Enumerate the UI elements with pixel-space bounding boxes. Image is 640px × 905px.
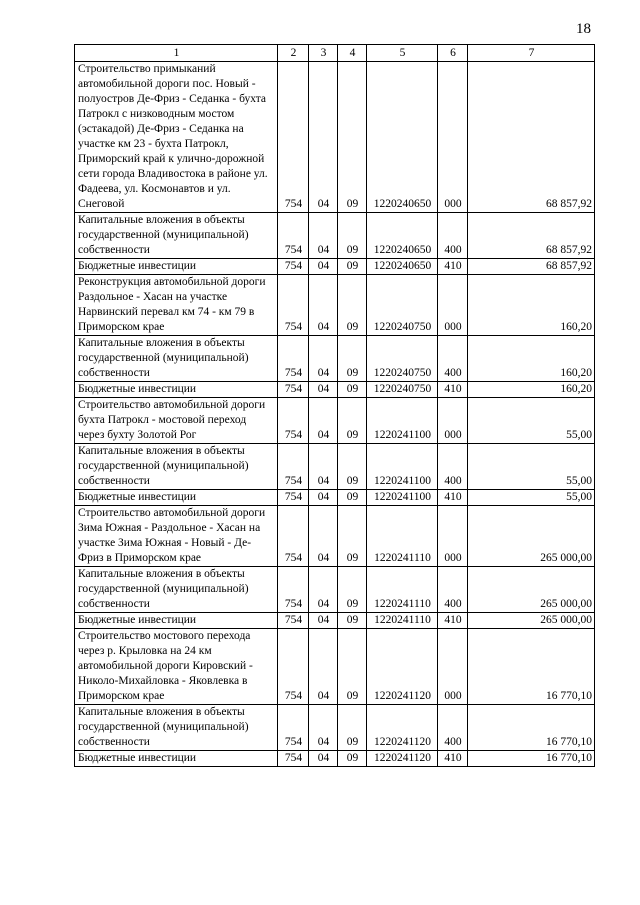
section-code: 04 xyxy=(309,275,338,336)
table-row xyxy=(75,62,595,213)
table-row xyxy=(75,613,595,629)
amount: 55,00 xyxy=(468,444,595,490)
section-code: 04 xyxy=(309,613,338,629)
subsection-code: 09 xyxy=(338,398,367,444)
row-name: Строительство автомобильной дороги Зима Южная - Раздольное - Хасан на участке Зима Южная - Новый - Де-Фриз в Приморском крае xyxy=(75,506,278,567)
amount: 68 857,92 xyxy=(468,62,595,213)
gr-code: 754 xyxy=(278,705,309,751)
target-article-code: 1220240650 xyxy=(367,213,438,259)
column-header: 7 xyxy=(468,45,595,62)
section-code: 04 xyxy=(309,398,338,444)
gr-code: 754 xyxy=(278,382,309,398)
target-article-code: 1220240650 xyxy=(367,62,438,213)
target-article-code: 1220241110 xyxy=(367,567,438,613)
section-code: 04 xyxy=(309,444,338,490)
column-header: 1 xyxy=(75,45,278,62)
gr-code: 754 xyxy=(278,444,309,490)
amount: 68 857,92 xyxy=(468,259,595,275)
section-code: 04 xyxy=(309,567,338,613)
subsection-code: 09 xyxy=(338,613,367,629)
table-row xyxy=(75,490,595,506)
table-row xyxy=(75,275,595,336)
row-name: Реконструкция автомобильной дороги Раздольное - Хасан на участке Нарвинский перевал км 74 - км 79 в Приморском крае xyxy=(75,275,278,336)
table-row xyxy=(75,213,595,259)
column-header: 4 xyxy=(338,45,367,62)
target-article-code: 1220241110 xyxy=(367,613,438,629)
expense-type-code: 400 xyxy=(438,705,468,751)
expense-type-code: 410 xyxy=(438,613,468,629)
gr-code: 754 xyxy=(278,751,309,767)
target-article-code: 1220241120 xyxy=(367,751,438,767)
target-article-code: 1220240750 xyxy=(367,275,438,336)
subsection-code: 09 xyxy=(338,490,367,506)
target-article-code: 1220241100 xyxy=(367,490,438,506)
section-code: 04 xyxy=(309,336,338,382)
target-article-code: 1220240650 xyxy=(367,259,438,275)
row-name: Строительство мостового перехода через р. Крыловка на 24 км автомобильной дороги Кировский - Николо-Михайловка - Яковлевка в Приморском крае xyxy=(75,629,278,705)
expense-type-code: 000 xyxy=(438,275,468,336)
row-name: Бюджетные инвестиции xyxy=(75,751,278,767)
section-code: 04 xyxy=(309,629,338,705)
subsection-code: 09 xyxy=(338,705,367,751)
row-name: Строительство примыканий автомобильной дороги пос. Новый - полуостров Де-Фриз - Седанка - бухта Патрокл с низководным мостом (эстакадой) Де-Фриз - Седанка на участке км 23 - бухта Патрокл, Приморский край к улично-дорожной сети города Владивостока в районе ул. Фадеева, ул. Космонавтов и ул. Снеговой xyxy=(75,62,278,213)
target-article-code: 1220240750 xyxy=(367,336,438,382)
row-name: Бюджетные инвестиции xyxy=(75,259,278,275)
section-code: 04 xyxy=(309,382,338,398)
subsection-code: 09 xyxy=(338,751,367,767)
target-article-code: 1220241100 xyxy=(367,444,438,490)
gr-code: 754 xyxy=(278,398,309,444)
expense-type-code: 410 xyxy=(438,259,468,275)
row-name: Бюджетные инвестиции xyxy=(75,382,278,398)
subsection-code: 09 xyxy=(338,382,367,398)
row-name: Капитальные вложения в объекты государственной (муниципальной) собственности xyxy=(75,567,278,613)
table-row xyxy=(75,506,595,567)
gr-code: 754 xyxy=(278,259,309,275)
amount: 16 770,10 xyxy=(468,705,595,751)
gr-code: 754 xyxy=(278,567,309,613)
amount: 265 000,00 xyxy=(468,567,595,613)
table-row xyxy=(75,398,595,444)
subsection-code: 09 xyxy=(338,629,367,705)
table-row xyxy=(75,705,595,751)
target-article-code: 1220241120 xyxy=(367,705,438,751)
row-name: Строительство автомобильной дороги бухта Патрокл - мостовой переход через бухту Золотой Рог xyxy=(75,398,278,444)
gr-code: 754 xyxy=(278,629,309,705)
table-row xyxy=(75,336,595,382)
expense-type-code: 400 xyxy=(438,213,468,259)
subsection-code: 09 xyxy=(338,213,367,259)
subsection-code: 09 xyxy=(338,62,367,213)
gr-code: 754 xyxy=(278,506,309,567)
expense-type-code: 410 xyxy=(438,751,468,767)
table-row xyxy=(75,382,595,398)
row-name: Капитальные вложения в объекты государственной (муниципальной) собственности xyxy=(75,213,278,259)
target-article-code: 1220241120 xyxy=(367,629,438,705)
amount: 16 770,10 xyxy=(468,629,595,705)
expense-type-code: 410 xyxy=(438,490,468,506)
table-row xyxy=(75,629,595,705)
target-article-code: 1220241110 xyxy=(367,506,438,567)
table-row xyxy=(75,751,595,767)
column-header: 3 xyxy=(309,45,338,62)
row-name: Бюджетные инвестиции xyxy=(75,490,278,506)
expense-type-code: 400 xyxy=(438,336,468,382)
amount: 160,20 xyxy=(468,382,595,398)
header-row xyxy=(75,45,595,62)
expense-type-code: 000 xyxy=(438,506,468,567)
subsection-code: 09 xyxy=(338,506,367,567)
subsection-code: 09 xyxy=(338,275,367,336)
amount: 16 770,10 xyxy=(468,751,595,767)
section-code: 04 xyxy=(309,490,338,506)
row-name: Капитальные вложения в объекты государственной (муниципальной) собственности xyxy=(75,705,278,751)
gr-code: 754 xyxy=(278,613,309,629)
amount: 265 000,00 xyxy=(468,506,595,567)
amount: 68 857,92 xyxy=(468,213,595,259)
gr-code: 754 xyxy=(278,490,309,506)
expense-type-code: 400 xyxy=(438,444,468,490)
column-header: 6 xyxy=(438,45,468,62)
section-code: 04 xyxy=(309,213,338,259)
subsection-code: 09 xyxy=(338,336,367,382)
expense-type-code: 000 xyxy=(438,62,468,213)
table-row xyxy=(75,444,595,490)
gr-code: 754 xyxy=(278,213,309,259)
section-code: 04 xyxy=(309,751,338,767)
expense-type-code: 410 xyxy=(438,382,468,398)
expense-type-code: 000 xyxy=(438,398,468,444)
row-name: Бюджетные инвестиции xyxy=(75,613,278,629)
subsection-code: 09 xyxy=(338,567,367,613)
section-code: 04 xyxy=(309,705,338,751)
expense-type-code: 400 xyxy=(438,567,468,613)
column-header: 5 xyxy=(367,45,438,62)
table-row xyxy=(75,259,595,275)
gr-code: 754 xyxy=(278,336,309,382)
amount: 55,00 xyxy=(468,398,595,444)
column-header: 2 xyxy=(278,45,309,62)
row-name: Капитальные вложения в объекты государственной (муниципальной) собственности xyxy=(75,444,278,490)
target-article-code: 1220240750 xyxy=(367,382,438,398)
amount: 265 000,00 xyxy=(468,613,595,629)
expense-type-code: 000 xyxy=(438,629,468,705)
section-code: 04 xyxy=(309,506,338,567)
table-row xyxy=(75,567,595,613)
page-number: 18 xyxy=(576,21,591,37)
amount: 55,00 xyxy=(468,490,595,506)
section-code: 04 xyxy=(309,259,338,275)
amount: 160,20 xyxy=(468,336,595,382)
amount: 160,20 xyxy=(468,275,595,336)
subsection-code: 09 xyxy=(338,259,367,275)
budget-table xyxy=(74,44,595,767)
section-code: 04 xyxy=(309,62,338,213)
row-name: Капитальные вложения в объекты государственной (муниципальной) собственности xyxy=(75,336,278,382)
gr-code: 754 xyxy=(278,275,309,336)
gr-code: 754 xyxy=(278,62,309,213)
subsection-code: 09 xyxy=(338,444,367,490)
target-article-code: 1220241100 xyxy=(367,398,438,444)
